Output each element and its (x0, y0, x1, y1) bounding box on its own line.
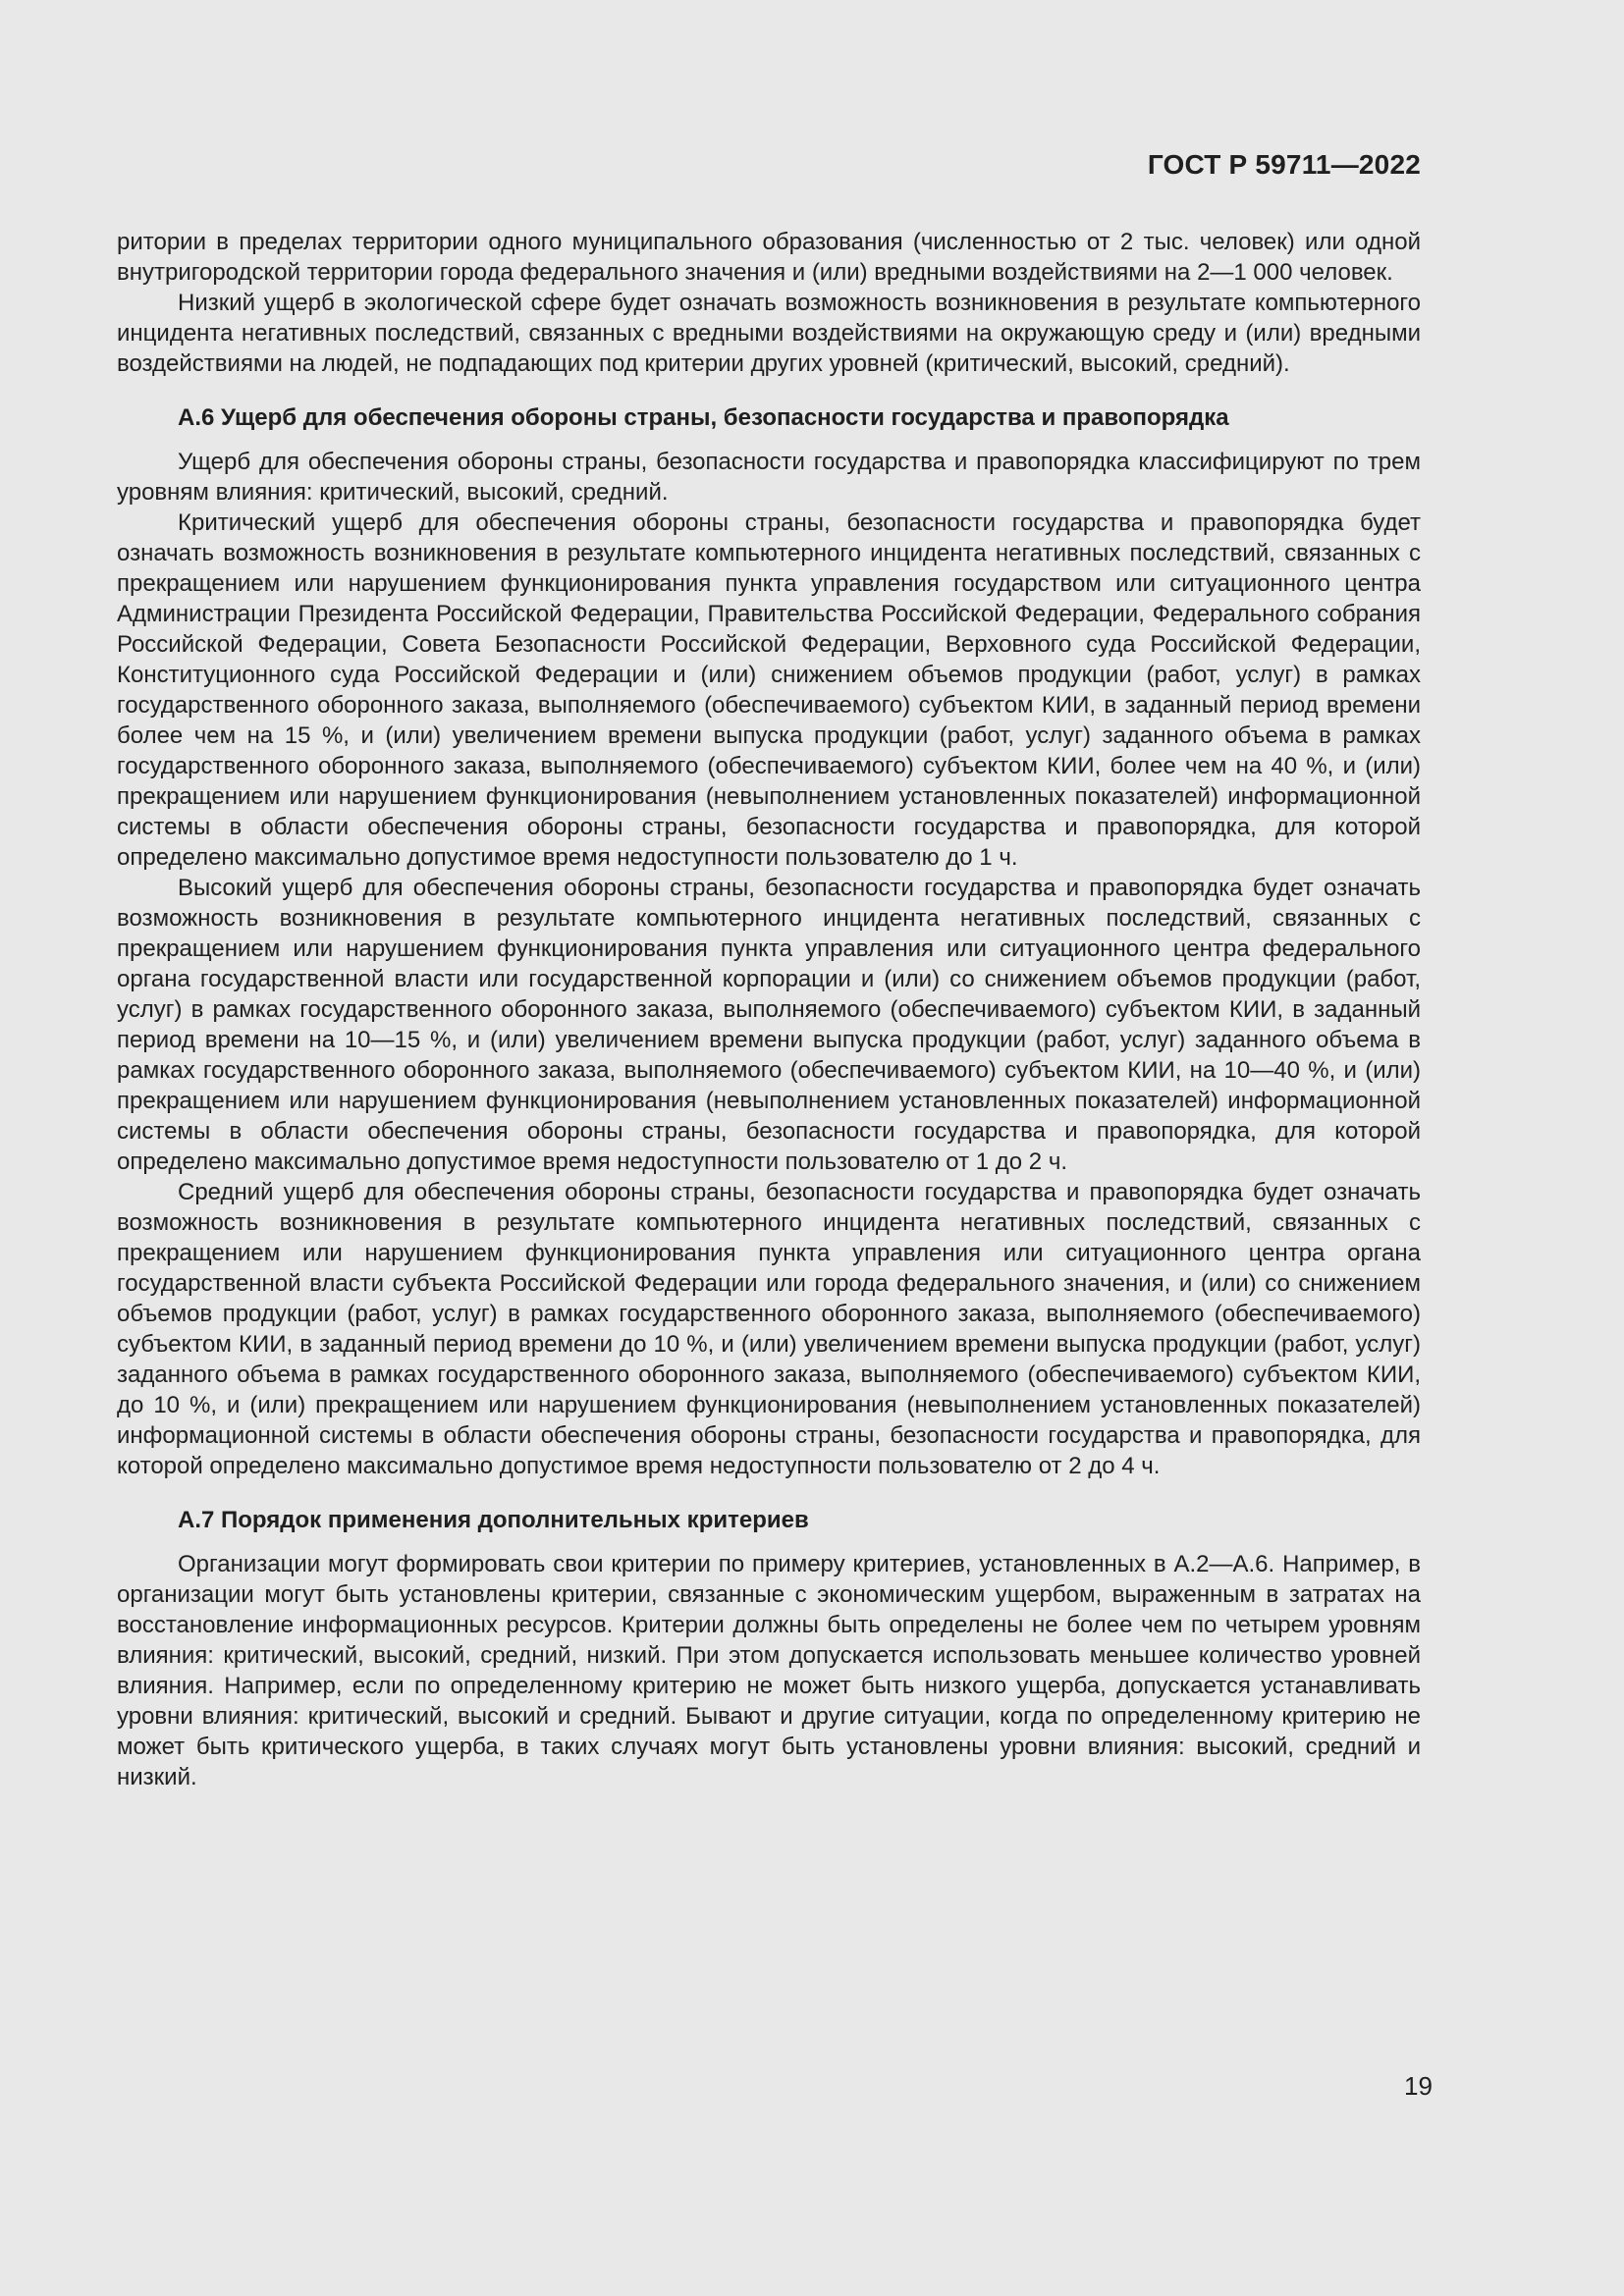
heading-a7: А.7 Порядок применения дополнительных критериев (178, 1507, 809, 1533)
paragraph-a7-custom-criteria: Организации могут формировать свои критерии по примеру критериев, установленных в А.2—А.6. Например, в организации могут быть установлены критерии, связанные с экономическим ущербом, выраженным в затратах на восстановление информационных ресурсов. Критерии должны быть определены не более чем по четырем уровням влияния: критический, высокий, средний, низкий. При этом допускается использовать меньшее количество уровней влияния. Например, если по определенному критерию не может быть низкого ущерба, допускается устанавливать уровни влияния: критический, высокий и средний. Бывают и другие ситуации, когда по определенному критерию не может быть критического ущерба, в таких случаях могут быть установлены уровни влияния: высокий, средний и низкий. (117, 1551, 1421, 1790)
document-body (117, 227, 1421, 1792)
paragraph-low-damage-ecology: Низкий ущерб в экологической сфере будет означать возможность возникновения в результате компьютерного инцидента негативных последствий, связанных с вредными воздействиями на окружающую среду и (или) вредными воздействиями на людей, не подпадающих под критерии других уровней (критический, высокий, средний). (117, 290, 1421, 377)
paragraph-a6-critical-damage: Критический ущерб для обеспечения обороны страны, безопасности государства и правопорядка будет означать возможность возникновения в результате компьютерного инцидента негативных последствий, связанных с прекращением или нарушением функционирования пункта управления государством или ситуационного центра Администрации Президента Российской Федерации, Правительства Российской Федерации, Федерального собрания Российской Федерации, Совета Безопасности Российской Федерации, Верховного суда Российской Федерации, Конституционного суда Российской Федерации и (или) снижением объемов продукции (работ, услуг) в рамках государственного оборонного заказа, выполняемого (обеспечиваемого) субъектом КИИ, в заданный период времени более чем на 15 %, и (или) увеличением времени выпуска продукции (работ, услуг) заданного объема в рамках государственного оборонного заказа, выполняемого (обеспечиваемого) субъектом КИИ, более чем на 40 %, и (или) прекращением или нарушением функционирования (невыполнением установленных показателей) информационной системы в области обеспечения обороны страны, безопасности государства и правопорядка, для которой определено максимально допустимое время недоступности пользователю до 1 ч. (117, 509, 1421, 871)
paragraph-a6-medium-damage: Средний ущерб для обеспечения обороны страны, безопасности государства и правопорядка будет означать возможность возникновения в результате компьютерного инцидента негативных последствий, связанных с прекращением или нарушением функционирования пункта управления или ситуационного центра органа государственной власти субъекта Российской Федерации или города федерального значения, и (или) со снижением объемов продукции (работ, услуг) в рамках государственного оборонного заказа, выполняемого (обеспечиваемого) субъектом КИИ, в заданный период времени до 10 %, и (или) увеличением времени выпуска продукции (работ, услуг) заданного объема в рамках государственного оборонного заказа, выполняемого (обеспечиваемого) субъектом КИИ, до 10 %, и (или) прекращением или нарушением функционирования (невыполнением установленных показателей) информационной системы в области обеспечения обороны страны, безопасности государства и правопорядка, для которой определено максимально допустимое время недоступности пользователю от 2 до 4 ч. (117, 1179, 1421, 1479)
paragraph-a6-classification: Ущерб для обеспечения обороны страны, безопасности государства и правопорядка классифицируют по трем уровням влияния: критический, высокий, средний. (117, 449, 1421, 506)
heading-a6: А.6 Ущерб для обеспечения обороны страны, безопасности государства и правопорядка (178, 404, 1229, 431)
page-number: 19 (1404, 2071, 1433, 2101)
running-header-standard-code: ГОСТ Р 59711—2022 (1147, 149, 1421, 180)
paragraph-territory-continuation: ритории в пределах территории одного муниципального образования (численностью от 2 тыс. человек) или одной внутригородской территории города федерального значения и (или) вредными воздействиями на 2—1 000 человек. (117, 229, 1421, 286)
paragraph-a6-high-damage: Высокий ущерб для обеспечения обороны страны, безопасности государства и правопорядка будет означать возможность возникновения в результате компьютерного инцидента негативных последствий, связанных с прекращением или нарушением функционирования пункта управления или ситуационного центра федерального органа государственной власти или государственной корпорации и (или) со снижением объемов продукции (работ, услуг) в рамках государственного оборонного заказа, выполняемого (обеспечиваемого) субъектом КИИ, в заданный период времени на 10—15 %, и (или) увеличением времени выпуска продукции (работ, услуг) заданного объема в рамках государственного оборонного заказа, выполняемого (обеспечиваемого) субъектом КИИ, на 10—40 %, и (или) прекращением или нарушением функционирования (невыполнением установленных показателей) информационной системы в области обеспечения обороны страны, безопасности государства и правопорядка, для которой определено максимально допустимое время недоступности пользователю от 1 до 2 ч. (117, 875, 1421, 1175)
